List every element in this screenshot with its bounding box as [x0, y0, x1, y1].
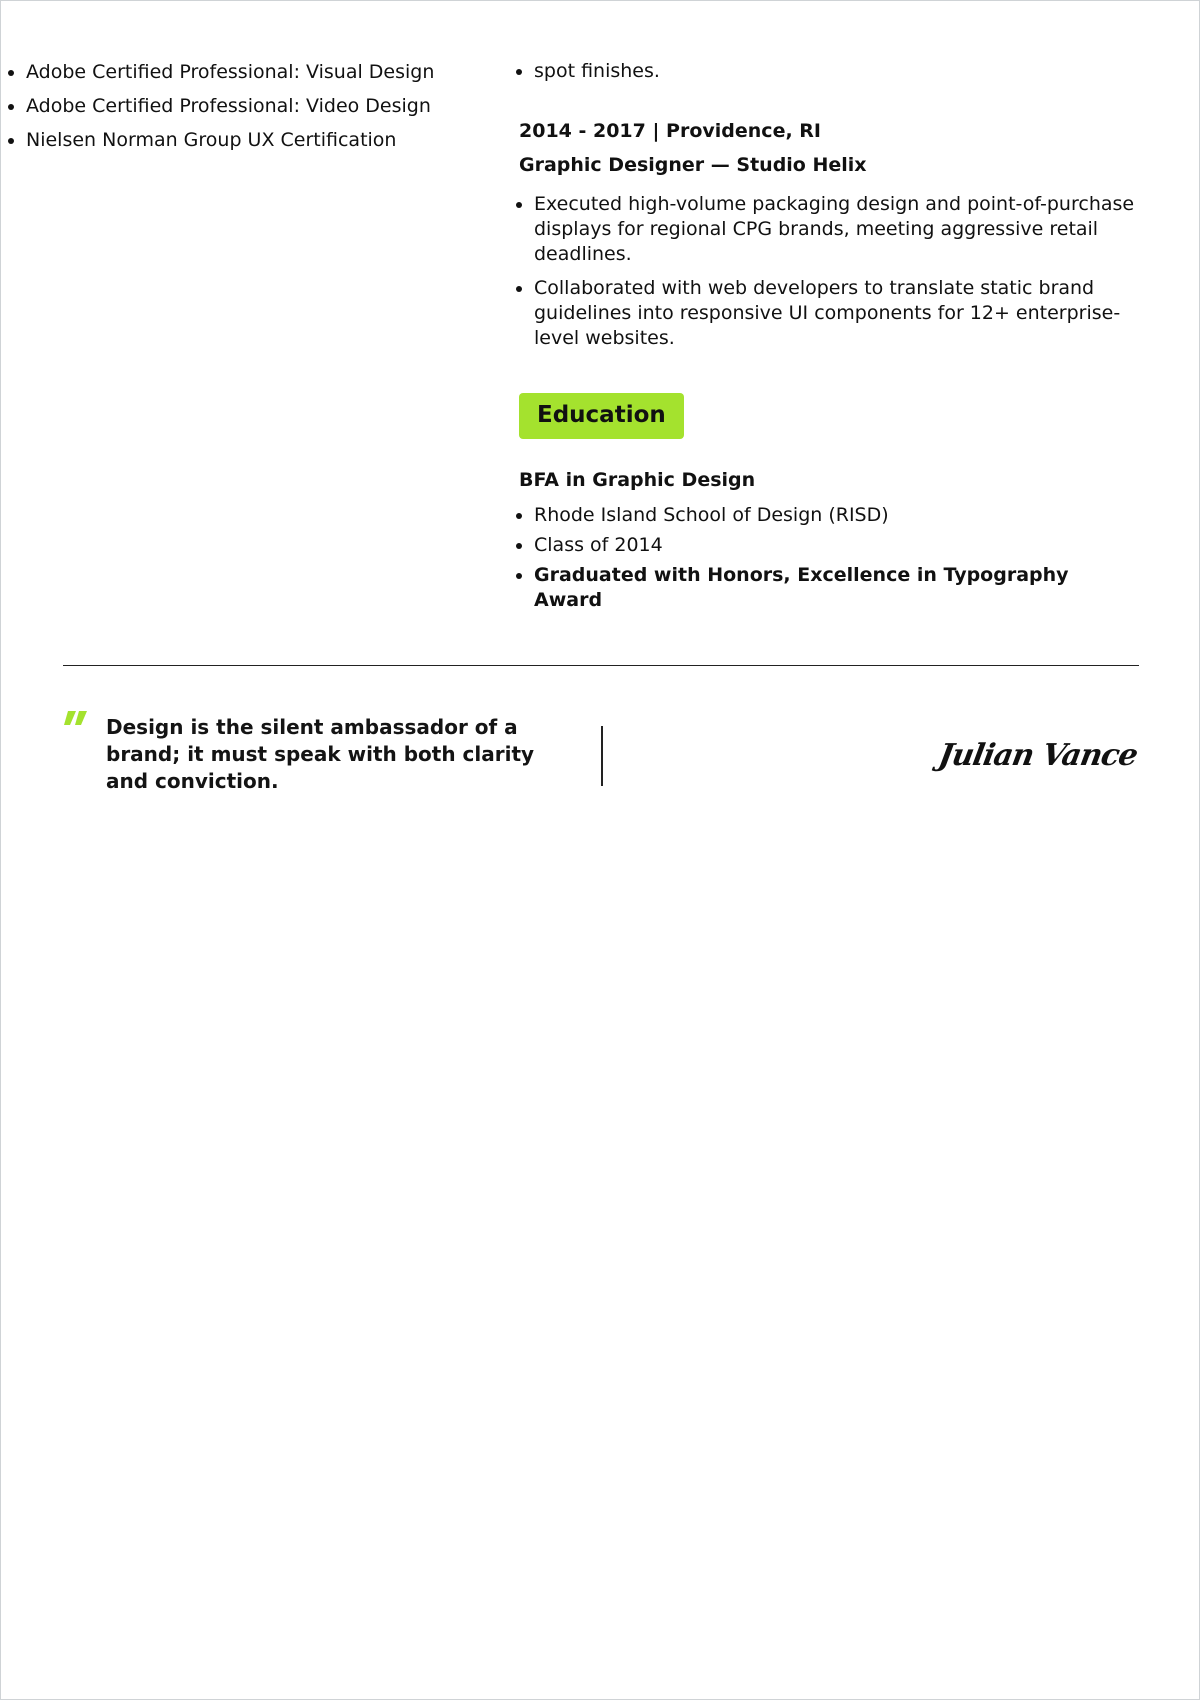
degree-title: BFA in Graphic Design [519, 469, 756, 491]
job-bullet: • Executed high-volume packaging design and point-of-purchase displays for regional CPG brands, meeting aggressive retail deadlines. [534, 192, 1139, 267]
quote-icon [63, 709, 89, 731]
footer-divider [63, 665, 1139, 666]
footer-quote: Design is the silent ambassador of a brand; it must speak with both clarity and conviction. [106, 715, 535, 793]
job-title: Graphic Designer — Studio Helix [519, 154, 867, 176]
job-bullet: • Collaborated with web developers to translate static brand guidelines into responsive UI components for 12+ enterprise-level websites. [534, 276, 1139, 351]
quote-separator [601, 726, 603, 786]
continued-bullet: • spot finishes. [534, 59, 1139, 84]
job-date-location: 2014 - 2017 | Providence, RI [519, 120, 821, 142]
education-honors: • Graduated with Honors, Excellence in Typography Award [534, 563, 1139, 613]
education-section-heading: Education [519, 393, 684, 439]
certification-item: • Adobe Certified Professional: Video Design [26, 93, 471, 119]
certification-item: • Nielsen Norman Group UX Certification [26, 127, 471, 153]
education-detail: • Rhode Island School of Design (RISD) [534, 503, 1139, 528]
education-detail: • Class of 2014 [534, 533, 1139, 558]
job-bullet-list [519, 192, 1139, 351]
certifications-column [1, 59, 471, 161]
certification-item: • Adobe Certified Professional: Visual Design [26, 59, 471, 85]
certifications-list [1, 59, 471, 153]
signature: Julian Vance [936, 738, 1141, 773]
education-detail-list [519, 503, 1139, 613]
continued-bullet-list [519, 59, 1139, 84]
experience-education-column [519, 59, 1139, 618]
